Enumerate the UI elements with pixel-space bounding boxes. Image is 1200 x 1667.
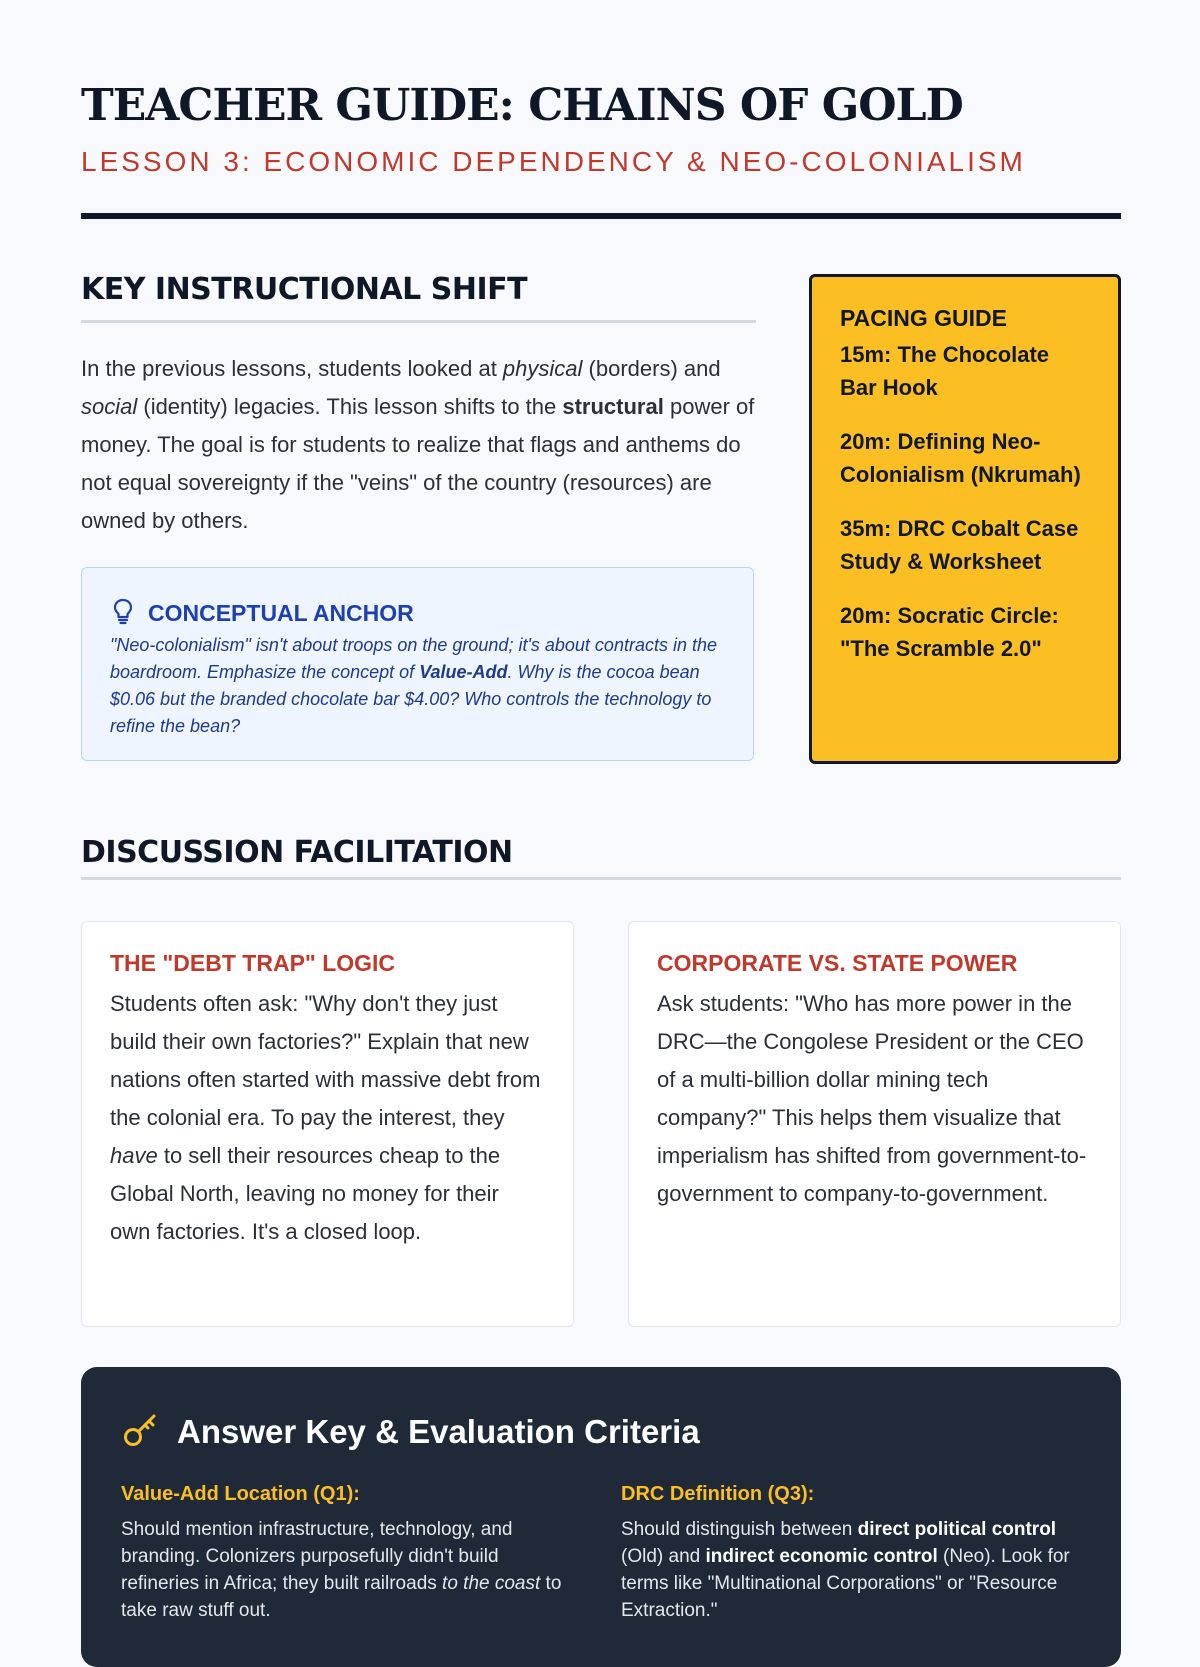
debt-trap-card [81, 921, 574, 1327]
value-add-term: Value-Add [419, 662, 508, 682]
answer-text: Should mention infrastructure, technology, and branding. Colonizers purposefully didn't build refineries in Africa; they built railroads [121, 1519, 513, 1594]
key-icon [121, 1409, 161, 1454]
anchor-text: "Neo-colonialism" isn't about troops on the ground; it's about contracts in the boardroom. Emphasize the concept of [110, 635, 717, 682]
q1-text [121, 1516, 571, 1624]
intro-text: power of money. The goal is for students to realize that flags and anthems do not equal sovereignty if the "veins" of the country (resources) are owned by others. [81, 394, 755, 533]
q3-text [621, 1516, 1071, 1624]
lightbulb-icon [110, 597, 136, 630]
lesson-subtitle: LESSON 3: ECONOMIC DEPENDENCY & NEO-COLONIALISM [81, 146, 1026, 177]
pacing-item: 20m: Socratic Circle: "The Scramble 2.0" [840, 603, 1059, 661]
header-divider [81, 213, 1121, 219]
corporate-power-text: Ask students: "Who has more power in the DRC—the Congolese President or the CEO of a multi-billion dollar mining tech company?" This helps them visualize that imperialism has shifted from government-to-government to company-to-government. [657, 991, 1087, 1206]
q3-label: DRC Definition (Q3): [621, 1483, 815, 1505]
card-emphasis: have [110, 1143, 158, 1168]
intro-paragraph [81, 350, 756, 540]
card-text: to sell their resources cheap to the Global North, leaving no money for their own factories. It's a closed loop. [110, 1143, 501, 1244]
intro-emphasis-structural: structural [562, 394, 664, 419]
answer-text: Should distinguish between [621, 1519, 858, 1540]
answer-emphasis: to the coast [442, 1573, 541, 1594]
pacing-guide-heading: PACING GUIDE [840, 305, 1007, 331]
pacing-item: 15m: The Chocolate Bar Hook [840, 342, 1050, 400]
pacing-guide-box [809, 274, 1121, 764]
answer-text: to take raw stuff out. [121, 1573, 562, 1621]
answer-text: (Neo). Look for terms like "Multinational Corporations" or "Resource Extraction." [621, 1546, 1070, 1621]
corporate-power-title: CORPORATE VS. STATE POWER [657, 950, 1018, 976]
discussion-heading: DISCUSSION FACILITATION [81, 835, 513, 870]
intro-text: (identity) legacies. This lesson shifts to the [137, 394, 563, 419]
answer-key-panel [81, 1367, 1121, 1667]
intro-text: In the previous lessons, students looked at [81, 356, 503, 381]
intro-emphasis-social: social [81, 394, 138, 419]
answer-bold: indirect economic control [705, 1546, 938, 1567]
intro-text: (borders) and [582, 356, 721, 381]
answer-text: (Old) and [621, 1546, 706, 1567]
pacing-item: 20m: Defining Neo-Colonialism (Nkrumah) [840, 429, 1081, 487]
conceptual-anchor-text [110, 632, 725, 740]
intro-emphasis-physical: physical [502, 356, 583, 381]
corporate-power-card [628, 921, 1121, 1327]
card-text: Students often ask: "Why don't they just build their own factories?" Explain that new nations often started with massive debt from the colonial era. To pay the interest, they [110, 991, 541, 1130]
conceptual-anchor-heading: CONCEPTUAL ANCHOR [148, 599, 414, 626]
discussion-divider [81, 877, 1121, 880]
conceptual-anchor-box [81, 567, 754, 761]
answer-key-heading: Answer Key & Evaluation Criteria [177, 1412, 700, 1450]
page-title: TEACHER GUIDE: CHAINS OF GOLD [81, 80, 963, 131]
debt-trap-title: THE "DEBT TRAP" LOGIC [110, 950, 396, 976]
key-shift-heading: KEY INSTRUCTIONAL SHIFT [81, 272, 528, 307]
key-shift-divider [81, 320, 756, 323]
answer-q1 [121, 1483, 571, 1624]
answer-bold: direct political control [857, 1519, 1057, 1540]
q1-label: Value-Add Location (Q1): [121, 1483, 360, 1505]
pacing-item: 35m: DRC Cobalt Case Study & Worksheet [840, 516, 1079, 574]
answer-q3 [621, 1483, 1071, 1624]
anchor-text: . Why is the cocoa bean $0.06 but the branded chocolate bar $4.00? Who controls the technology to refine the bean? [110, 662, 712, 736]
debt-trap-text [110, 985, 545, 1251]
pacing-list [840, 338, 1090, 665]
